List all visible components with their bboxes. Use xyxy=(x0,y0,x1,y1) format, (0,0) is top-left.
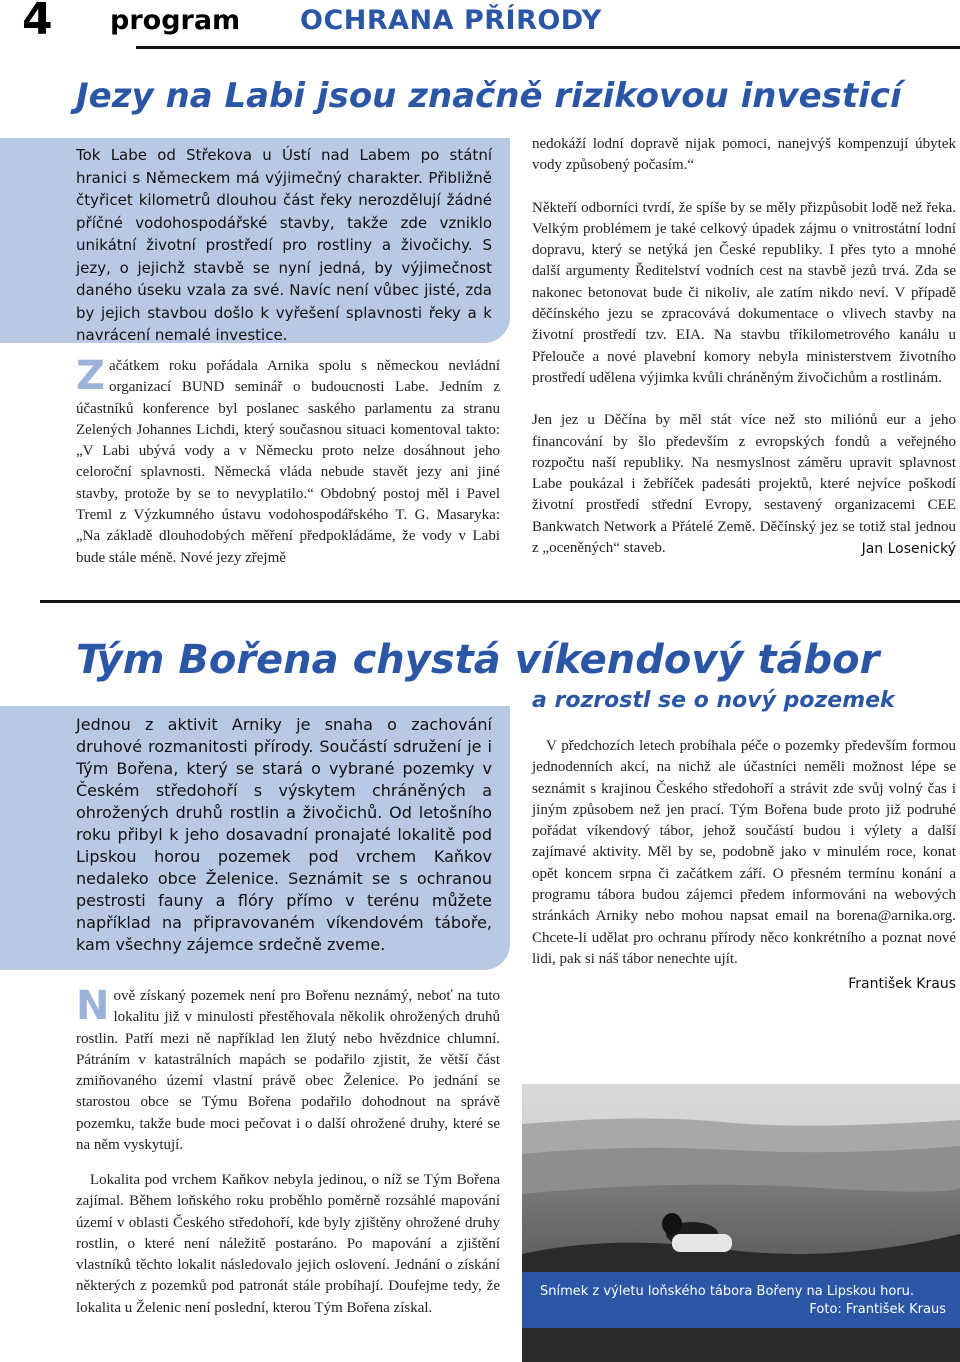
drop-cap: N xyxy=(76,983,110,1029)
photo-caption xyxy=(522,1272,960,1328)
article2-paragraph: V předchozích letech probíhala péče o pozemky především formou jednodenních akcí, na nichž ale účastníci neměli možnost lépe se seznámit s krajinou Českého středohoří a strávit zde svůj volný čas i jiným způsobem než jen prací. Tým Bořena bude proto již podruhé pořádat víkendový tábor, jehož součástí budou i výlety a další zajímavé aktivity. Měl by se, podobně jako v minulém roce, konat opět koncem srpna či začátkem září. O přesném termínu konání a programu tábora budou zájemci předem informováni na webových stránkách Arniky nebo mohou napsat email na borena@arnika.org. Chcete-li udělat pro ochranu přírody něco konkrétního a poznat nové lidi, pak si náš tábor nenechte ujít. xyxy=(532,738,956,967)
photo-caption-text: Snímek z výletu loňského tábora Bořeny na Lipskou horu. xyxy=(540,1284,915,1299)
drop-cap: Z xyxy=(76,353,106,399)
article2-body-left-2 xyxy=(76,1170,500,1319)
article1-body-left xyxy=(76,353,500,569)
photo-credit: Foto: František Kraus xyxy=(809,1302,946,1317)
article2-author: František Kraus xyxy=(848,976,956,993)
article2-lead: Jednou z aktivit Arniky je snaha o zachování druhové rozmanitosti přírody. Součástí sdružení je i Tým Bořena, který se stará o vybrané pozemky v Českém středohoří s výskytem chráněných a ohrožených druhů rostlin a živočichů. Od letošního roku přibyl k jeho dosavadní pronajaté lokalitě pod Lipskou horou pozemek pod vrchem Kaňkov nedaleko obce Želenice. Seznámit se s ochranou pestrosti fauny a flóry přímo v terénu můžete například na připravovaném víkendovém táboře, kam všechny zájemce srdečně zveme. xyxy=(0,706,510,970)
article2-paragraph: Lokalita pod vrchem Kaňkov nebyla jedinou, o níž se Tým Bořena zajímal. Během loňského roku proběhlo poměrně rozsáhlé mapování území v oblasti Českého středohoří, kde byly zjištěny ohrožené druhy rostlin, o které není náležitě postaráno. Po mapování a zjištění vlastníků těchto lokalit následovalo jejich oslovení. Jednání o získání některých z pozemků pod patronát stále probíhají. Doufejme tedy, že lokalita u Želenic není poslední, kterou Tým Bořena získal. xyxy=(76,1172,500,1316)
article1-body-right xyxy=(532,134,956,561)
article2-body-left xyxy=(76,983,500,1156)
article2-title: Tým Bořena chystá víkendový tábor xyxy=(76,637,880,683)
article2-subtitle: a rozrostl se o nový pozemek xyxy=(532,688,895,713)
article1-paragraph: ačátkem roku pořádala Arnika spolu s německou nevládní organizací BUND seminář o budoucnosti Labe. Jedním z účastníků konference byl poslanec saského parlamentu za stranu Zelených Johannes Lichdi, který současnou situaci komentoval takto: „V Labi ubývá vody a v Německu proto nelze dosáhnout jeho celoroční splavnosti. Německá vláda nebude stavět jezy ani jiné stavby, protože by se to nevyplatilo.“ Obdobný postoj měl i Pavel Treml z Výzkumného ústavu vodohospodářského T. G. Masaryka: „Na základě dlouhodobých měření předpokládáme, že vody v Labi bude stále méně. Nové jezy zřejmě xyxy=(76,358,500,566)
article1-paragraph: Někteří odborníci tvrdí, že spíše by se měly přizpůsobit lodě než řeka. Velkým problémem je také celkový úpadek zájmu o vnitrostátní lodní dopravu, který se netýká jen České republiky. I přes tyto a mnohé další argumenty Ředitelství vodních cest na stavbě jezů trvá. Zda se nakonec betonovat bude či nikoliv, ale zatím nikdo neví. V případě děčínského jezu se zpracovává dokumentace o vlivech stavby na životní prostředí tzv. EIA. Na stavbu tříkilometrového kanálu u Přelouče a nové plavební komory nebyla ministerstvem životního prostředí udělena výjimka kvůli chráněným živočichům a rostlinám. xyxy=(532,199,956,386)
article1-lead: Tok Labe od Střekova u Ústí nad Labem po státní hranici s Německem má výjimečný charakter. Přibližně čtyřicet kilometrů dlouhou část řeky nerozdělují žádné příčné vodohospodářské stavby, takže zde vzniklo unikátní životní prostředí pro rostliny a živočichy. S jezy, o jejichž stavbě se nyní jedná, by výjimečnost daného úseku vzala za své. Navíc není vůbec jisté, zda by jejich stavbou došlo k vyřešení splavnosti řeky a k navrácení nemalé investice. xyxy=(0,138,510,343)
section-title: OCHRANA PŘÍRODY xyxy=(300,5,602,36)
article1-author: Jan Losenický xyxy=(861,541,956,558)
article1-paragraph: nedokáží lodní dopravě nijak pomoci, nanejvýš kompenzují úbytek vody způsobený počasím.“ xyxy=(532,136,956,174)
program-label: program xyxy=(110,5,241,36)
page-number: 4 xyxy=(22,0,53,45)
article2-body-right xyxy=(532,736,956,996)
header-rule xyxy=(136,46,960,49)
section-divider xyxy=(40,600,960,603)
article1-title: Jezy na Labi jsou značně rizikovou investicí xyxy=(76,76,902,116)
article1-paragraph: Jen jez u Děčína by měl stát více než sto miliónů eur a jeho financování by šlo především z evropských fondů a veřejného rozpočtu naší republiky. Na nesmyslnost záměru upravit splavnost Labe poukázal i žebříček padesáti projektů, které nejvíce poškodí životní prostředí střední Evropy, sestavený organizacemi CEE Bankwatch Network a Přátelé Země. Děčínský jez se totiž stal jednou z „oceněných“ staveb. xyxy=(532,412,956,557)
article2-paragraph: ově získaný pozemek není pro Bořenu neznámý, neboť na tuto lokalitu již v minulosti přestěhovala několik ohrožených druhů rostlin. Patří mezi ně například len žlutý nebo hvězdnice chlumní. Pátráním v katastrálních mapách se podařilo zjistit, že větší část zmiňovaného území vlastní právě obec Želenice. Po jednání se starostou obce se Týmu Bořena podařilo dohodnout na správě pozemku, takže bude moci pečovat i o další ohrožené druhy, které se na něm vyskytují. xyxy=(76,988,500,1154)
